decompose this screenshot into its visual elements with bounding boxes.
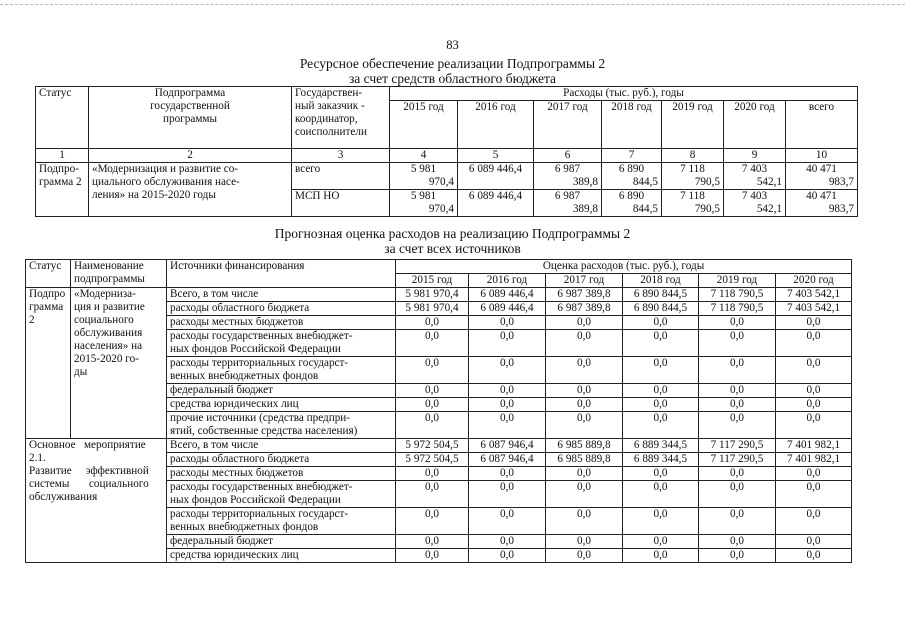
header-status: Статус [36,87,89,149]
value-cell: 0,0 [776,481,852,508]
value-line: 389,8 [572,203,598,215]
value-line: 844,5 [632,176,658,188]
table2-title: Прогнозная оценка расходов на реализацию Подпрограммы 2 [274,226,631,241]
value-cell [602,190,662,217]
value-cell: 0,0 [546,535,623,549]
value-line: 542,1 [756,176,782,188]
header-line: Подпрограмма [154,87,226,99]
value-cell: 0,0 [623,412,699,439]
value-cell: 7 403 542,1 [776,288,852,302]
text-line: расходы областного бюджета [170,453,310,465]
source-cell [167,467,396,481]
header-row [36,87,858,101]
value-line: 40 471 [806,190,837,202]
header-line: Наименование [74,260,144,272]
value-line: 5 981 [410,163,437,175]
source-cell [167,535,396,549]
source-cell [167,412,396,439]
value-cell: 0,0 [546,316,623,330]
resource-table [35,86,858,217]
source-cell [167,481,396,508]
text-line: ных фондов Российской Федерации [170,494,341,506]
value-cell: 0,0 [699,412,776,439]
value-line: 6 089 446,4 [468,190,523,202]
column-number: 6 [534,149,602,163]
value-cell: 0,0 [469,357,546,384]
activity-cell [26,439,167,563]
value-line: 389,8 [572,176,598,188]
value-cell: 0,0 [469,412,546,439]
value-cell: 0,0 [776,384,852,398]
value-cell: 0,0 [699,508,776,535]
value-cell: 6 087 946,4 [469,453,546,467]
value-cell: 6 987 389,8 [546,288,623,302]
header-year: 2016 год [458,101,534,149]
value-cell: 0,0 [546,467,623,481]
value-line: 6 089 446,4 [468,163,523,175]
value-cell: 7 118 790,5 [699,288,776,302]
header-expenses: Расходы (тыс. руб.), годы [390,87,858,101]
value-line: 970,4 [428,176,454,188]
column-number: 2 [89,149,292,163]
value-cell: 6 890 844,5 [623,302,699,316]
value-line: 6 987 [554,190,581,202]
value-cell: 7 403 542,1 [776,302,852,316]
column-number: 1 [36,149,89,163]
value-cell: 0,0 [776,535,852,549]
table-row [26,288,852,302]
text-line: прочие источники (средства предпри- [170,412,351,424]
source-cell [167,384,396,398]
value-cell: 0,0 [546,508,623,535]
value-cell: 0,0 [396,508,469,535]
value-cell: 6 089 446,4 [469,288,546,302]
table-row [36,163,858,190]
value-cell: 7 401 982,1 [776,453,852,467]
value-cell: 0,0 [469,330,546,357]
column-number: 5 [458,149,534,163]
header-year: 2020 год [724,101,786,149]
table1-title: Ресурсное обеспечение реализации Подпрограммы 2 [299,56,606,71]
value-cell: 5 972 504,5 [396,453,469,467]
source-cell [167,508,396,535]
text-line: ды [74,366,88,378]
text-line: расходы территориальных государст- [170,357,349,369]
status-cell [36,163,89,217]
text-line: грамма 2 [39,176,82,188]
activity-line: обслуживания [29,491,98,503]
value-cell [602,163,662,190]
source-cell [167,549,396,563]
customer-cell: МСП НО [292,190,390,217]
activity-line: Развитие эффективной [29,465,149,477]
header-year: 2017 год [546,274,623,288]
value-line: 7 403 [741,163,768,175]
value-cell: 0,0 [699,467,776,481]
value-cell: 0,0 [396,467,469,481]
header-name [71,260,167,288]
column-number: 4 [390,149,458,163]
value-cell: 0,0 [623,384,699,398]
value-cell: 0,0 [623,330,699,357]
value-cell: 0,0 [623,535,699,549]
value-cell: 6 987 389,8 [546,302,623,316]
text-line: расходы местных бюджетов [170,467,304,479]
value-cell [786,163,858,190]
value-cell [724,190,786,217]
column-number: 3 [292,149,390,163]
value-line: 6 890 [618,163,645,175]
value-cell: 0,0 [699,398,776,412]
text-line: обслуживания [74,327,143,339]
scan-top-edge [0,4,905,5]
forecast-table [25,259,852,563]
value-cell: 0,0 [396,481,469,508]
value-cell: 0,0 [546,412,623,439]
column-number: 10 [786,149,858,163]
header-line: координатор, [295,113,358,125]
text-line: 2 [29,314,35,326]
value-cell: 0,0 [546,384,623,398]
text-line: Подпро [29,288,66,300]
value-cell: 0,0 [469,316,546,330]
text-line: расходы государственных внебюджет- [170,481,353,493]
value-line: 7 118 [680,190,705,202]
text-line: «Модерниза- [74,288,136,300]
text-line: расходы местных бюджетов [170,316,304,328]
header-year: 2019 год [662,101,724,149]
value-cell: 0,0 [546,549,623,563]
value-cell: 0,0 [396,330,469,357]
source-cell [167,439,396,453]
text-line: средства юридических лиц [170,398,299,410]
value-line: 983,7 [828,203,854,215]
value-cell: 0,0 [396,316,469,330]
value-cell: 0,0 [546,398,623,412]
header-estimate: Оценка расходов (тыс. руб.), годы [396,260,852,274]
text-line: расходы областного бюджета [170,302,310,314]
value-cell: 0,0 [396,412,469,439]
value-cell: 0,0 [469,467,546,481]
header-program [89,87,292,149]
value-cell [390,190,458,217]
value-cell: 6 985 889,8 [546,453,623,467]
header-year: всего [786,101,858,149]
header-year: 2018 год [602,101,662,149]
value-cell: 0,0 [469,398,546,412]
value-cell: 0,0 [776,330,852,357]
value-cell [786,190,858,217]
value-cell: 6 087 946,4 [469,439,546,453]
text-line: венных внебюджетных фондов [170,521,319,533]
value-cell: 5 981 970,4 [396,302,469,316]
value-cell: 0,0 [546,481,623,508]
text-line: средства юридических лиц [170,549,299,561]
column-number: 8 [662,149,724,163]
table1-subtitle: за счет средств областного бюджета [348,71,557,86]
value-cell: 0,0 [396,384,469,398]
header-line: государственной [150,100,230,112]
value-line: 6 987 [554,163,581,175]
text-line: Всего, в том числе [170,439,259,451]
text-line: социального [74,314,134,326]
value-line: 7 403 [741,190,768,202]
value-cell: 0,0 [776,398,852,412]
text-line: расходы территориальных государст- [170,508,349,520]
value-cell: 0,0 [469,549,546,563]
value-cell: 0,0 [699,316,776,330]
value-cell: 0,0 [776,508,852,535]
header-year: 2020 год [776,274,852,288]
value-cell: 5 981 970,4 [396,288,469,302]
header-line: подпрограммы [74,273,145,285]
value-cell: 0,0 [776,357,852,384]
header-year: 2018 год [623,274,699,288]
program-cell [89,163,292,217]
source-cell [167,302,396,316]
header-customer [292,87,390,149]
value-line: 790,5 [694,176,720,188]
value-line: 844,5 [632,203,658,215]
header-line: соисполнители [295,126,367,138]
value-cell: 0,0 [623,398,699,412]
value-cell: 0,0 [469,535,546,549]
value-cell: 5 972 504,5 [396,439,469,453]
text-line: федеральный бюджет [170,535,273,547]
value-cell: 0,0 [396,535,469,549]
activity-line: Основное мероприятие [29,439,146,451]
value-cell: 0,0 [469,384,546,398]
value-cell: 0,0 [623,481,699,508]
text-line: расходы государственных внебюджет- [170,330,353,342]
value-cell: 6 890 844,5 [623,288,699,302]
value-line: 7 118 [680,163,705,175]
text-line: ятий, собственные средства населения) [170,425,358,437]
value-cell: 0,0 [623,549,699,563]
text-line: федеральный бюджет [170,384,273,396]
value-cell [724,163,786,190]
status-cell [26,288,71,439]
value-cell [662,190,724,217]
value-cell: 0,0 [699,481,776,508]
value-cell [662,163,724,190]
value-cell [390,163,458,190]
table-row [26,439,852,453]
header-sources: Источники финансирования [167,260,396,288]
value-cell: 0,0 [396,357,469,384]
header-line: ный заказчик - [295,100,365,112]
header-line: Государствен- [295,87,363,99]
text-line: Всего, в том числе [170,288,259,300]
value-cell: 0,0 [776,412,852,439]
value-cell: 7 118 790,5 [699,302,776,316]
text-line: 2015-2020 го- [74,353,139,365]
header-status: Статус [26,260,71,288]
text-line: «Модернизация и развитие со- [92,163,239,175]
header-year: 2015 год [396,274,469,288]
value-cell: 0,0 [546,330,623,357]
value-cell: 0,0 [776,467,852,481]
header-year: 2016 год [469,274,546,288]
value-cell: 7 401 982,1 [776,439,852,453]
value-cell: 0,0 [469,481,546,508]
header-row [26,260,852,274]
header-year: 2015 год [390,101,458,149]
value-cell: 7 117 290,5 [699,453,776,467]
value-cell [534,190,602,217]
text-line: Подпро- [39,163,79,175]
value-cell: 0,0 [623,508,699,535]
value-cell: 0,0 [699,384,776,398]
column-number: 9 [724,149,786,163]
value-line: 970,4 [428,203,454,215]
value-cell: 0,0 [623,316,699,330]
value-cell: 0,0 [623,357,699,384]
value-line: 5 981 [410,190,437,202]
name-cell [71,288,167,439]
value-line: 790,5 [694,203,720,215]
text-line: циального обслуживания насе- [92,176,240,188]
value-cell: 6 089 446,4 [469,302,546,316]
value-cell [534,163,602,190]
text-line: ления» на 2015-2020 годы [92,189,216,201]
value-cell: 0,0 [699,549,776,563]
value-cell [458,163,534,190]
header-year: 2019 год [699,274,776,288]
value-cell: 0,0 [776,549,852,563]
source-cell [167,288,396,302]
text-line: населения» на [74,340,143,352]
page-number: 83 [446,38,459,52]
source-cell [167,398,396,412]
value-cell: 0,0 [699,330,776,357]
value-cell: 0,0 [699,357,776,384]
column-number: 7 [602,149,662,163]
text-line: ных фондов Российской Федерации [170,343,341,355]
customer-cell: всего [292,163,390,190]
value-cell: 0,0 [776,316,852,330]
value-cell: 0,0 [396,398,469,412]
value-line: 983,7 [828,176,854,188]
source-cell [167,330,396,357]
text-line: грамма [29,301,64,313]
activity-line: системы социального [29,478,149,490]
text-line: венных внебюджетных фондов [170,370,319,382]
value-cell: 7 117 290,5 [699,439,776,453]
value-cell: 0,0 [546,357,623,384]
header-line: программы [163,113,217,125]
value-line: 6 890 [618,190,645,202]
column-number-row [36,149,858,163]
source-cell [167,316,396,330]
value-cell [458,190,534,217]
activity-line: 2.1. [29,452,46,464]
value-cell: 6 889 344,5 [623,439,699,453]
value-cell: 0,0 [699,535,776,549]
text-line: ция и развитие [74,301,145,313]
source-cell [167,357,396,384]
value-line: 542,1 [756,203,782,215]
value-cell: 0,0 [469,508,546,535]
value-cell: 6 889 344,5 [623,453,699,467]
header-year: 2017 год [534,101,602,149]
value-cell: 0,0 [396,549,469,563]
source-cell [167,453,396,467]
table2-subtitle: за счет всех источников [384,241,521,256]
value-cell: 0,0 [623,467,699,481]
value-cell: 6 985 889,8 [546,439,623,453]
value-line: 40 471 [806,163,837,175]
